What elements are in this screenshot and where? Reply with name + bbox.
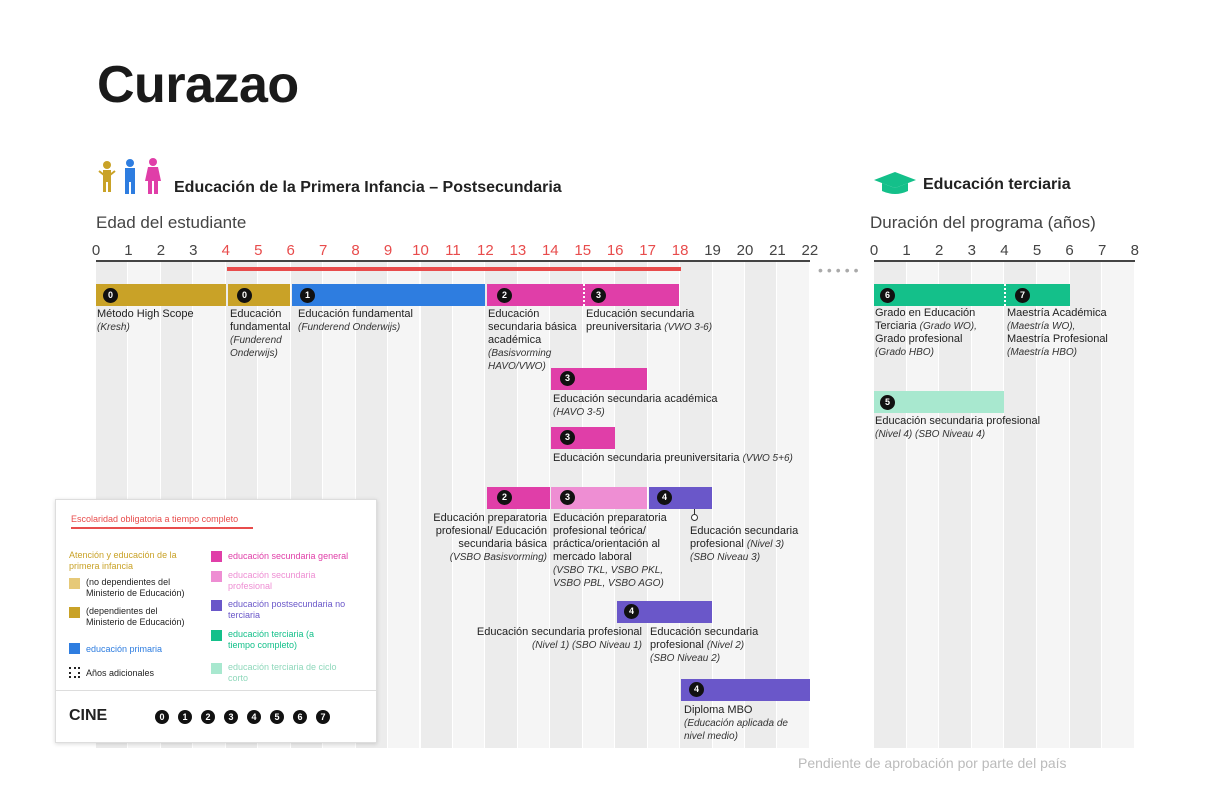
legend-swatch: [69, 643, 80, 654]
legend-swatch: [211, 551, 222, 562]
label-preuniversity: Educación secundaria preuniversitaria (VWO 3-6): [586, 308, 713, 333]
bar-tertiary: [874, 284, 1070, 306]
age-tick: 6: [286, 242, 295, 259]
duration-tick: 8: [1130, 242, 1139, 259]
label-basic-academic: Educación secundaria básica académica (Basisvorming HAVO/VWO): [488, 308, 577, 372]
level-badge: 3: [591, 288, 606, 303]
age-tick: 8: [351, 242, 360, 259]
legend-compulsory-line: [71, 527, 253, 529]
age-tick: 4: [221, 242, 230, 259]
legend-swatch: [69, 607, 80, 618]
grid-column: [745, 262, 776, 748]
duration-tick: 2: [935, 242, 944, 259]
grid-column: [713, 262, 744, 748]
level-badge: 0: [103, 288, 118, 303]
age-tick: 9: [383, 242, 393, 259]
label-ecec-fundamental: Educación fundamental (Funderend Onderwijs): [230, 308, 291, 359]
age-tick: 7: [318, 242, 328, 259]
duration-tick: 1: [902, 242, 911, 259]
additional-years-divider: [583, 284, 585, 306]
left-axis-label: Edad del estudiante: [96, 213, 247, 232]
age-tick: 16: [606, 242, 624, 259]
legend-swatch: [211, 630, 222, 641]
compulsory-schooling-bar: [227, 267, 681, 271]
age-tick: 20: [736, 242, 754, 259]
age-tick: 15: [574, 242, 592, 259]
legend-separator: [56, 690, 376, 691]
bar-primary: [292, 284, 485, 306]
label-vsbo-prof: Educación preparatoria profesional teórica/ práctica/orientación al mercado laboral (VSBO TKL, VSBO PKL, VSBO PBL, VSBO AGO): [553, 512, 667, 589]
level-badge: 4: [657, 490, 672, 505]
legend-swatch: [211, 600, 222, 611]
right-axis-line: [874, 260, 1135, 262]
label-sbo4: Educación secundaria profesional (Nivel 4) (SBO Niveau 4): [875, 415, 1041, 440]
legend-swatch: [69, 578, 80, 589]
duration-tick: 7: [1098, 242, 1107, 259]
left-axis-line: [96, 260, 810, 262]
legend-additional: Años adicionales: [86, 668, 155, 678]
level-badge: 1: [300, 288, 315, 303]
grid-column: [453, 262, 484, 748]
legend-compulsory-label: Escolaridad obligatoria a tiempo completo: [71, 514, 239, 524]
cine-level-badge: 5: [270, 710, 284, 724]
left-section-heading: Educación de la Primera Infancia – Postsecundaria: [174, 179, 562, 196]
age-tick: 19: [704, 242, 721, 259]
label-sbo1: Educación secundaria profesional (Nivel 1) (SBO Niveau 1): [476, 626, 642, 651]
cine-level-badge: 0: [155, 710, 169, 724]
legend-ecec-dep: (dependientes del Ministerio de Educación): [86, 606, 185, 627]
label-mbo: Diploma MBO (Educación aplicada de nivel medio): [684, 704, 788, 742]
duration-tick: 5: [1032, 242, 1042, 259]
graduation-cap-icon: [872, 170, 918, 196]
level-badge: 3: [560, 490, 575, 505]
age-tick: 21: [769, 242, 786, 259]
legend-panel: [55, 499, 377, 743]
right-section-heading: Educación terciaria: [923, 176, 1071, 193]
legend-swatch: [211, 571, 222, 582]
additional-years-divider: [1004, 284, 1006, 306]
age-tick: 17: [639, 242, 656, 259]
cine-level-badge: 6: [293, 710, 307, 724]
label-high-scope: Método High Scope (Kresh): [97, 308, 194, 333]
legend-postsec: educación postsecundaria no terciaria: [228, 599, 346, 620]
cine-level-badge: 4: [247, 710, 261, 724]
connector-dot: [691, 514, 698, 521]
legend-tertiary-short: educación terciaria de ciclo corto: [228, 662, 337, 683]
age-tick: 1: [124, 242, 133, 259]
legend-cine-label: CINE: [69, 707, 108, 724]
level-badge: 3: [560, 430, 575, 445]
label-bachelor: Grado en Educación Terciaria (Grado WO), Grado profesional (Grado HBO): [875, 307, 977, 358]
duration-tick: 0: [869, 242, 879, 259]
label-havo: Educación secundaria académica (HAVO 3-5): [553, 393, 718, 418]
age-tick: 13: [509, 242, 527, 259]
legend-tertiary: educación terciaria (a tiempo completo): [228, 629, 315, 650]
label-primary: Educación fundamental (Funderend Onderwijs): [298, 308, 413, 333]
grid-column: [421, 262, 452, 748]
age-tick: 0: [91, 242, 101, 259]
label-sbo3: Educación secundaria profesional (Nivel 3) (SBO Niveau 3): [690, 525, 799, 563]
grid-column: [388, 262, 419, 748]
legend-primary: educación primaria: [86, 644, 163, 654]
legend-swatch-dotted: [69, 667, 80, 678]
level-badge: 5: [880, 395, 895, 410]
label-sbo2: Educación secundaria profesional (Nivel 2) (SBO Niveau 2): [650, 626, 759, 664]
cine-level-badge: 3: [224, 710, 238, 724]
children-icon: [96, 157, 166, 197]
label-master: Maestría Académica (Maestría WO), Maestría Profesional (Maestría HBO): [1007, 307, 1108, 358]
level-badge: 4: [689, 682, 704, 697]
page-title: Curazao: [97, 56, 299, 114]
cine-level-badge: 7: [316, 710, 330, 724]
axis-break-dots: •••••: [818, 262, 863, 278]
level-badge: 0: [237, 288, 252, 303]
age-tick: 14: [541, 242, 559, 259]
age-tick: 3: [189, 242, 198, 259]
footer-note: Pendiente de aprobación por parte del país: [798, 755, 1067, 771]
level-badge: 7: [1015, 288, 1030, 303]
legend-ecec-not-dep: (no dependientes del Ministerio de Educación): [86, 577, 185, 598]
age-tick: 2: [156, 242, 166, 259]
duration-tick: 6: [1065, 242, 1074, 259]
age-tick: 22: [801, 242, 819, 259]
duration-tick: 4: [1000, 242, 1009, 259]
level-badge: 2: [497, 288, 512, 303]
cine-level-badge: 1: [178, 710, 192, 724]
age-tick: 11: [445, 242, 461, 259]
label-vsbo-basic: Educación preparatoria profesional/ Educación secundaria básica (VSBO Basisvorming): [433, 512, 547, 563]
legend-sec-general: educación secundaria general: [228, 551, 349, 561]
legend-sec-prof: educación secundaria profesional: [228, 570, 316, 591]
legend-swatch: [211, 663, 222, 674]
level-badge: 4: [624, 604, 639, 619]
age-tick: 5: [254, 242, 263, 259]
level-badge: 3: [560, 371, 575, 386]
level-badge: 2: [497, 490, 512, 505]
cine-level-badge: 2: [201, 710, 215, 724]
duration-tick: 3: [967, 242, 976, 259]
right-axis-label: Duración del programa (años): [870, 213, 1096, 232]
level-badge: 6: [880, 288, 895, 303]
age-tick: 18: [671, 242, 689, 259]
age-tick: 12: [477, 242, 494, 259]
age-tick: 10: [412, 242, 429, 259]
grid-column: [777, 262, 808, 748]
legend-ecec-heading: Atención y educación de la primera infancia: [69, 550, 177, 571]
label-vwo56: Educación secundaria preuniversitaria (VWO 5+6): [553, 452, 793, 464]
